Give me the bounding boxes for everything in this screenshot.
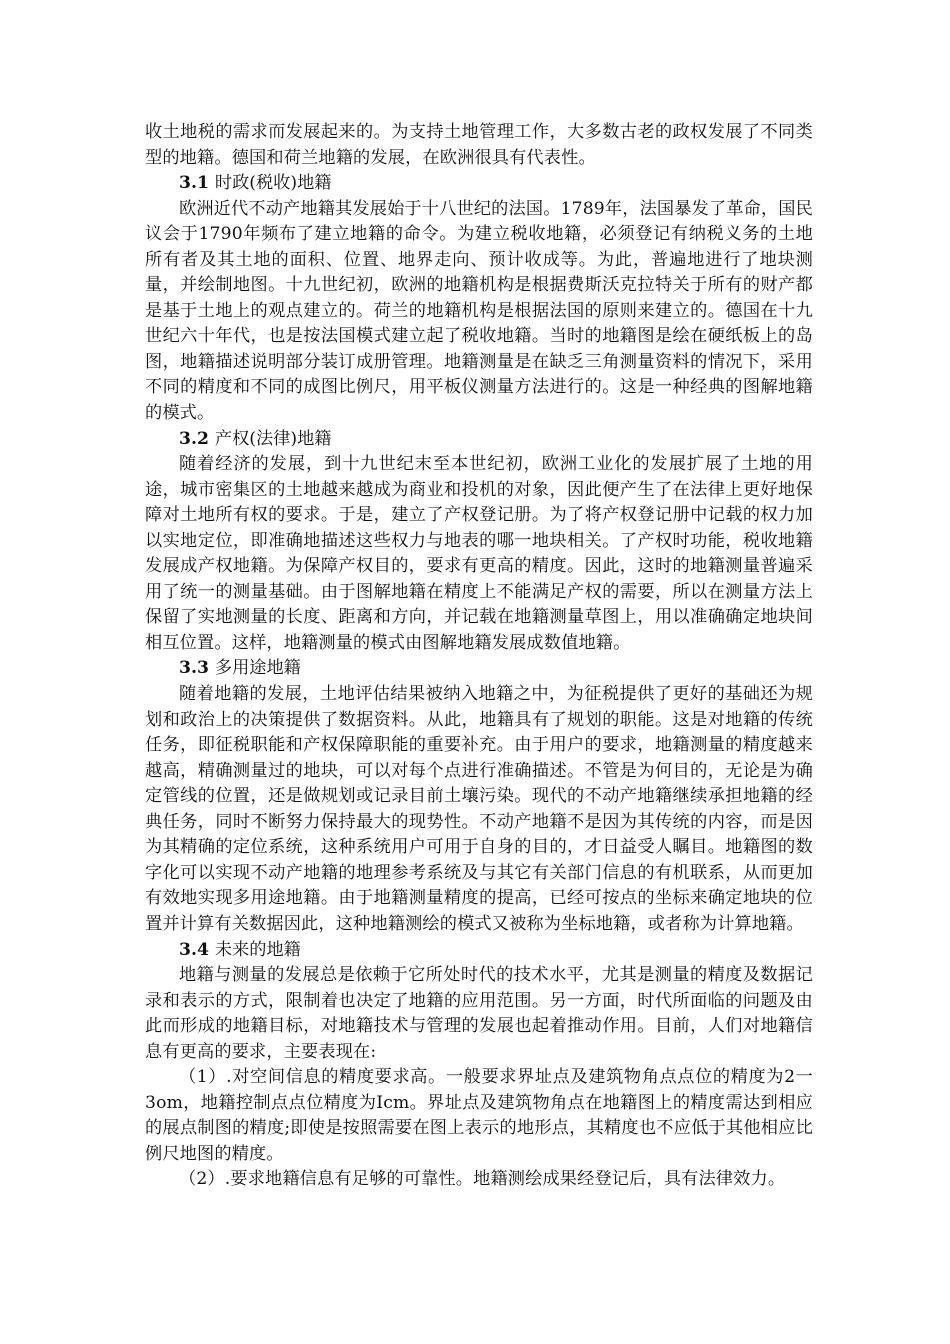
section-title: 产权(法律)地籍 — [214, 428, 332, 449]
section-number: 3.1 — [179, 173, 209, 194]
section-paragraph: 地籍与测量的发展总是依赖于它所处时代的技术水平，尤其是测量的精度及数据记录和表示的方式，限制着也决定了地籍的应用范围。另一方面，时代所面临的问题及由此而形成的地籍目标，对地籍技术与管理的发展也起着推动作用。目前，人们对地籍信息有更高的要求，主要表现在: — [145, 965, 813, 1062]
section-3-3 — [145, 656, 813, 937]
section-heading — [145, 171, 813, 197]
section-heading — [145, 427, 813, 453]
list-item-2: （2）.要求地籍信息有足够的可靠性。地籍测绘成果经登记后，具有法律效力。 — [179, 1169, 786, 1190]
document-body — [145, 120, 813, 1193]
section-3-2 — [145, 427, 813, 657]
section-paragraph: 随着经济的发展，到十九世纪末至本世纪初，欧洲工业化的发展扩展了土地的用途，城市密集区的土地越来越成为商业和投机的对象，因此便产生了在法律上更好地保障对土地所有权的要求。于是，建立了产权登记册。为了将产权登记册中记载的权力加以实地定位，即准确地描述这些权力与地表的哪一地块相关。了产权时功能，税收地籍发展成产权地籍。为保障产权目的，要求有更高的精度。因此，这时的地籍测量普遍采用了统一的测量基础。由于图解地籍在精度上不能满足产权的需要，所以在测量方法上保留了实地测量的长度、距离和方向，并记载在地籍测量草图上，用以准确确定地块间相互位置。这样，地籍测量的模式由图解地籍发展成数值地籍。 — [145, 454, 813, 653]
section-3-1 — [145, 171, 813, 426]
section-3-4 — [145, 938, 813, 1193]
section-title: 多用途地籍 — [214, 658, 301, 679]
list-item-1: （1）.对空间信息的精度要求高。一般要求界址点及建筑物角点点位的精度为2一3om，地籍控制点点位精度为Icm。界址点及建筑物角点在地籍图上的精度需达到相应的展点制图的精度;即使是按照需要在图上表示的地形点，其精度也不应低于其他相应比例尺地图的精度。 — [145, 1067, 813, 1164]
intro-paragraph: 收土地税的需求而发展起来的。为支持土地管理工作，大多数古老的政权发展了不同类型的地籍。德国和荷兰地籍的发展，在欧洲很具有代表性。 — [145, 122, 813, 168]
section-paragraph: 欧洲近代不动产地籍其发展始于十八世纪的法国。1789年，法国暴发了革命，国民议会于1790年频布了建立地籍的命令。为建立税收地籍，必须登记有纳税义务的土地所有者及其土地的面积、位置、地界走向、预计收成等。为此，普遍地进行了地块测量，并绘制地图。十九世纪初，欧洲的地籍机构是根据费斯沃克拉特关于所有的财产都是基于土地上的观点建立的。荷兰的地籍机构是根据法国的原则来建立的。德国在十九世纪六十年代，也是按法国模式建立起了税收地籍。当时的地籍图是绘在硬纸板上的岛图，地籍描述说明部分装订成册管理。地籍测量是在缺乏三角测量资料的情况下，采用不同的精度和不同的成图比例尺，用平板仪测量方法进行的。这是一种经典的图解地籍的模式。 — [145, 198, 813, 424]
section-number: 3.2 — [179, 428, 209, 449]
section-paragraph: 随着地籍的发展，土地评估结果被纳入地籍之中，为征税提供了更好的基础还为规划和政治上的决策提供了数据资料。从此，地籍具有了规划的职能。这是对地籍的传统任务，即征税职能和产权保障职能的重要补充。由于用户的要求，地籍测量的精度越来越高，精确测量过的地块，可以对每个点进行准确描述。不管是为何目的，无论是为确定管线的位置，还是做规划或记录目前土壤污染。现代的不动产地籍继续承担地籍的经典任务，同时不断努力保持最大的现势性。不动产地籍不是因为其传统的内容，而是因为其精确的定位系统，这种系统用户可用于自身的目的，才日益受人瞩目。地籍图的数字化可以实现不动产地籍的地理参考系统及与其它有关部门信息的有机联系，从而更加有效地实现多用途地籍。由于地籍测量精度的提高，已经可按点的坐标来确定地块的位置并计算有关数据因此，这种地籍测绘的模式又被称为坐标地籍，或者称为计算地籍。 — [145, 684, 813, 934]
section-number: 3.4 — [179, 939, 209, 960]
section-title: 未来的地籍 — [214, 939, 301, 960]
section-number: 3.3 — [179, 658, 209, 679]
section-heading — [145, 938, 813, 964]
section-heading — [145, 656, 813, 682]
section-title: 时政(税收)地籍 — [214, 173, 332, 194]
